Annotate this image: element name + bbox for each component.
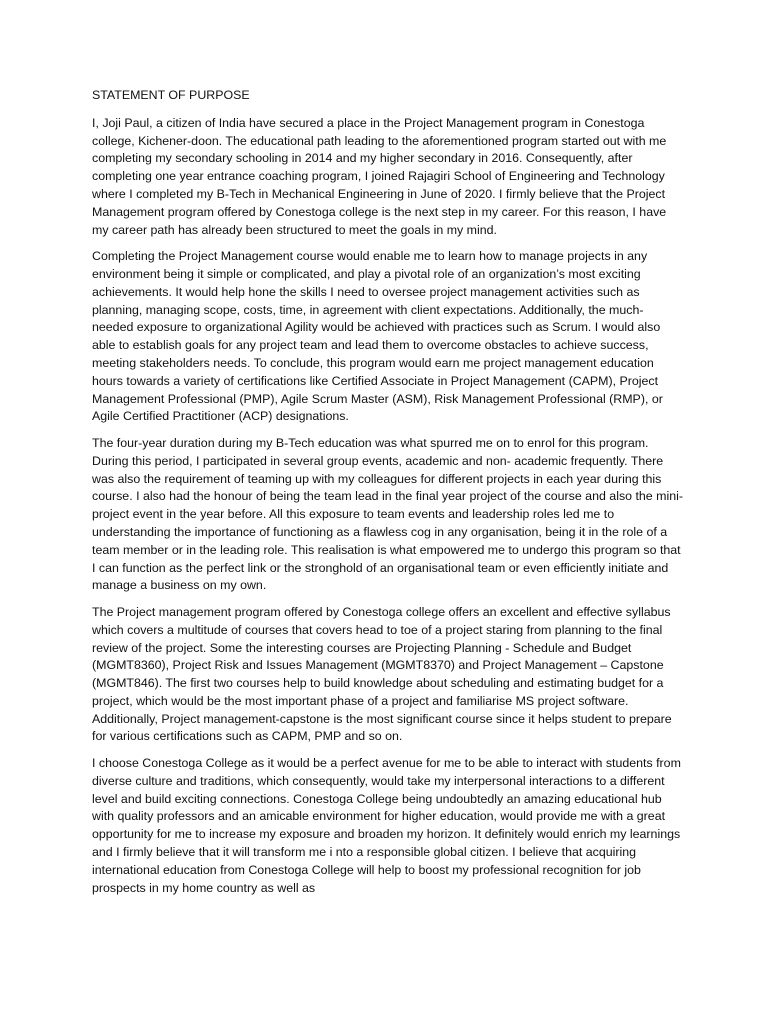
document-page [92,87,684,906]
paragraph-intro: I, Joji Paul, a citizen of India have secured a place in the Project Management program in Conestoga college, Kichener-doon. The educational path leading to the aforementioned program started out with me completing my secondary schooling in 2014 and my higher secondary in 2016. Consequently, after completing one year entrance coaching program, I joined Rajagiri School of Engineering and Technology where I completed my B-Tech in Mechanical Engineering in June of 2020. I firmly believe that the Project Management program offered by Conestoga college is the next step in my career. For this reason, I have my career path has already been structured to meet the goals in my mind. [92,115,667,237]
paragraph-program-syllabus: The Project management program offered by Conestoga college offers an excellent and effective syllabus which covers a multitude of courses that covers head to toe of a project staring from planning to the final review of the project. Some the interesting courses are Projecting Planning - Schedule and Budget (MGMT8360), Project Risk and Issues Management (MGMT8370) and Project Management – Capstone (MGMT846). The first two courses help to build knowledge about scheduling and estimating budget for a project, which would be the most important phase of a project and familiarise MS project software. Additionally, Project management-capstone is the most significant course since it helps student to prepare for various certifications such as CAPM, PMP and so on. [92,604,672,744]
document-heading: STATEMENT OF PURPOSE [92,88,250,102]
paragraph-btech-experience: The four-year duration during my B-Tech education was what spurred me on to enrol for this program. During this period, I participated in several group events, academic and non- academic frequently. There was also the requirement of teaming up with my colleagues for different projects in each year during this course. I also had the honour of being the team lead in the final year project of the course and also the mini- project event in the year before. All this exposure to team events and leadership roles led me to understanding the importance of functioning as a flawless cog in any organisation, being it in the role of a team member or in the leading role. This realisation is what empowered me to undergo this program so that I can function as the perfect link or the stronghold of an organisational team or even efficiently initiate and manage a business on my own. [92,435,683,593]
paragraph-course-benefits: Completing the Project Management course would enable me to learn how to manage projects in any environment being it simple or complicated, and play a pivotal role of an organization’s most exciting achievements. It would help hone the skills I need to oversee project management activities such as planning, managing scope, costs, time, in agreement with client expectations. Additionally, the much-needed exposure to organizational Agility would be achieved with practices such as Scrum. I would also able to establish goals for any project team and lead them to overcome obstacles to achieve success, meeting stakeholders needs. To conclude, this program would earn me project management education hours towards a variety of certifications like Certified Associate in Project Management (CAPM), Project Management Professional (PMP), Agile Scrum Master (ASM), Risk Management Professional (RMP), or Agile Certified Practitioner (ACP) designations. [92,249,663,424]
paragraph-college-choice: I choose Conestoga College as it would be a perfect avenue for me to be able to interact with students from diverse culture and traditions, which consequently, would take my interpersonal interactions to a different level and build exciting connections. Conestoga College being undoubtedly an amazing educational hub with quality professors and an amicable environment for higher education, would provide me with a great opportunity for me to increase my exposure and broaden my horizon. It definitely would enrich my learnings and I firmly believe that it will transform me i nto a responsible global citizen. I believe that acquiring international education from Conestoga College will help to boost my professional recognition for job prospects in my home country as well as [92,756,681,895]
